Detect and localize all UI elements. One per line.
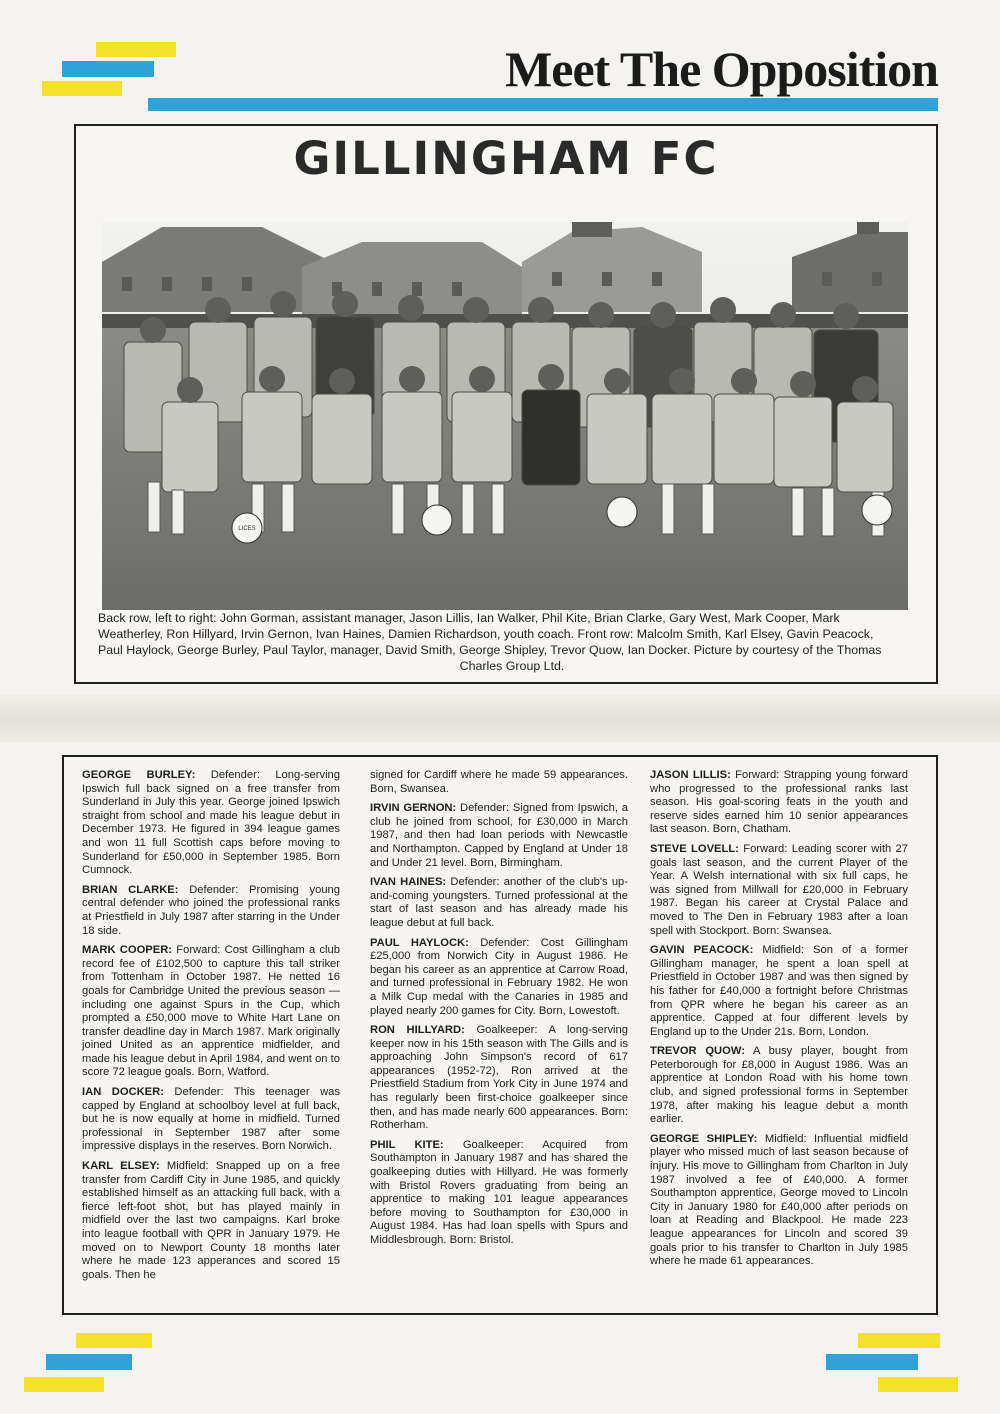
- player-bio-text: Midfield: Snapped up on a free transfer from Cardiff City in June 1985, and quickly established himself as an attacking full back, with a fierce left-foot shot, but has played mainly in midfield over the last two campaigns. Karl broke into league football with QPR in January 1979. He moved on to Newport County 18 months later where he made 123 apperances and scored 15 goals. Then he: [82, 1160, 340, 1281]
- player-bio: [82, 884, 340, 938]
- title-underline-stripe: [148, 98, 938, 111]
- caption-line: Paul Haylock, George Burley, Paul Taylor, manager, David Smith, George Shipley, Trevor Quow, Ian Docker. Picture by courtesy of the Thomas: [98, 643, 882, 657]
- blue-stripe: [826, 1354, 918, 1370]
- yellow-stripe: [76, 1333, 152, 1348]
- team-photo-panel: [74, 124, 938, 684]
- photo-caption: [98, 610, 926, 674]
- player-bio-text: Goalkeeper: Acquired from Southampton in January 1987 and has shared the goalkeeping duties with Hillyard. He was formerly with Bristol Rovers graduating from being an apprentice to making 101 league appearances before moving to Southampton for £30,000 in August 1984. Has had loan spells with Spurs and Middlesbrough. Born: Bristol.: [370, 1138, 628, 1246]
- player-name: IVAN HAINES:: [370, 876, 447, 889]
- player-bio-text: Defender: Promising young central defender who joined the professional ranks at Priestfield in July 1987 after starring in the Under 18 side.: [82, 883, 340, 937]
- player-bio-text: Defender: Signed from Ipswich, a club he joined from school, for £30,000 in March 1987, and then had loan periods with Newcastle and Northampton. Capped by England at Under 18 and Under 21 level. Born, Birmingham.: [370, 802, 628, 869]
- bio-column-2: [370, 769, 628, 1254]
- player-name: STEVE LOVELL:: [650, 842, 739, 855]
- player-bio-text: Midfield: Influential midfield player who missed much of last season because of injury. His move to Gillingham from Charlton in July 1987 involved a fee of £40,000. A former Southampton apprentice, George moved to Lincoln City in January 1980 for £40,000 after periods on loan at Reading and Blackpool. He made 223 league appearances for Lincoln and scored 39 goals prior to his transfer to Charlton in July 1985 where he made 61 appearances.: [650, 1132, 908, 1268]
- player-name: IAN DOCKER:: [82, 1086, 164, 1099]
- player-name: BRIAN CLARKE:: [82, 883, 179, 896]
- player-bio: [370, 1139, 628, 1248]
- player-bio: [82, 769, 340, 878]
- player-bio: [370, 1024, 628, 1133]
- player-name: JASON LILLIS:: [650, 769, 731, 781]
- player-bio: [82, 944, 340, 1080]
- player-name: MARK COOPER:: [82, 944, 173, 957]
- player-bio-text: Goalkeeper: A long-serving keeper now in his 15th season with The Gills and is approaching John Simpson's record of 617 appearances (1952-72), Ron arrived at the Priestfield Stadium from York City in June 1974 and has regularly been first-choice goalkeeper since then, and has made nearly 600 appearances. Born: Rotherham.: [370, 1024, 628, 1132]
- player-name: PHIL KITE:: [370, 1138, 444, 1151]
- player-bio: [650, 843, 908, 938]
- player-bio-text: Forward: Strapping young forward who progressed to the professional ranks last season. His goal-scoring feats in the youth and reserve sides earned him 10 senior appearances last season. Born, Chatham.: [650, 769, 908, 836]
- player-name: RON HILLYARD:: [370, 1024, 465, 1037]
- yellow-stripe: [878, 1377, 958, 1392]
- player-name: PAUL HAYLOCK:: [370, 936, 469, 949]
- player-bio: [370, 769, 628, 796]
- player-name: IRVIN GERNON:: [370, 802, 457, 815]
- caption-line: Back row, left to right: John Gorman, assistant manager, Jason Lillis, Ian Walker, Phil Kite, Brian Clarke, Gary West, Mark Cooper, Mark: [98, 611, 840, 625]
- caption-line: Charles Group Ltd.: [459, 659, 565, 673]
- yellow-stripe: [42, 81, 122, 96]
- player-name: TREVOR QUOW:: [650, 1045, 745, 1058]
- player-bio: [650, 1133, 908, 1269]
- yellow-stripe: [96, 42, 176, 57]
- yellow-stripe: [24, 1377, 104, 1392]
- player-bio: [82, 1160, 340, 1282]
- player-bio-text: Midfield: Son of a former Gillingham manager, he spent a loan spell at Priestfield in October 1987 and was then signed by his father for £40,000 a fortnight before Christmas from QPR where he began his career as an apprentice. Capped at four different levels by England up to the Under 21s. Born, London.: [650, 944, 908, 1038]
- player-bio-text: signed for Cardiff where he made 59 appearances. Born, Swansea.: [370, 769, 628, 795]
- blue-stripe: [46, 1354, 132, 1370]
- player-bio: [370, 876, 628, 930]
- player-bio-text: Defender: Cost Gillingham £25,000 from Norwich City in August 1986. He began his career as an apprentice at Carrow Road, and turned professional in February 1982. He won a Milk Cup medal with the Canaries in 1985 and played nearly 200 games for City. Born, Lowestoft.: [370, 936, 628, 1017]
- caption-line: Weatherley, Ron Hillyard, Irvin Gernon, Ivan Haines, Damien Richardson, youth coach. Front row: Malcolm Smith, Karl Elsey, Gavin Peacock,: [98, 627, 874, 641]
- player-bio: [370, 802, 628, 870]
- team-photo: [102, 222, 908, 610]
- player-bio-text: Forward: Cost Gillingham a club record fee of £102,500 to capture this tall striker from Tottenham in October 1987. He netted 16 goals for Cambridge United the previous season — including one against Spurs in the Cup, which prompted a £50,000 move to White Hart Lane on transfer deadline day in March 1987. Mark originally joined United as an apprentice midfielder, and made his league debut in April 1984, and went on to score 72 league goals. Born, Watford.: [82, 944, 340, 1079]
- blue-stripe: [62, 61, 154, 77]
- player-bio: [370, 937, 628, 1019]
- ball-brand: LICES: [238, 526, 256, 532]
- bio-column-3: [650, 769, 908, 1275]
- player-bio-text: Forward: Leading scorer with 27 goals last season, and the current Player of the Year. A Welsh international with six full caps, he was signed from Millwall for £20,000 in February 1987. Began his career at Crystal Palace and moved to The Den in February 1983 after a loan spell with Stockport. Born: Swansea.: [650, 842, 908, 937]
- player-name: GAVIN PEACOCK:: [650, 944, 754, 957]
- page-fold: [0, 695, 1000, 743]
- page-title: Meet The Opposition: [505, 41, 938, 97]
- player-bio-text: Defender: Long-serving Ipswich full back signed on a free transfer from Sunderland in July this year. George joined Ipswich straight from school and made his league debut in December 1973. He figured in 394 league games and won 11 full Scottish caps before moving to Sunderland for £50,000 in September 1985. Born Cumnock.: [82, 769, 341, 877]
- player-bio: [650, 944, 908, 1039]
- club-name: GILLINGHAM FC: [293, 132, 719, 185]
- player-bio: [650, 1045, 908, 1127]
- player-bio-text: Defender: another of the club's up-and-coming youngsters. Turned professional at the start of last season and has already made his league debut at full back.: [370, 876, 628, 929]
- player-bio: [82, 1086, 340, 1154]
- player-name: GEORGE SHIPLEY:: [650, 1132, 758, 1145]
- yellow-stripe: [858, 1333, 940, 1348]
- player-bio-text: A busy player, bought from Peterborough for £8,000 in August 1986. Was an apprentice at London Road with his home town club, and signed professional forms in September 1978, after making his league debut a month earlier.: [650, 1045, 908, 1126]
- bio-column-1: [82, 769, 340, 1288]
- player-bio-text: Defender: This teenager was capped by England at schoolboy level at full back, but he is now equally at home in midfield. Turned professional in September 1987 after some impressive displays in the reserves. Born Norwich.: [82, 1086, 340, 1153]
- player-bios-panel: [62, 755, 938, 1315]
- player-name: GEORGE BURLEY:: [82, 769, 196, 781]
- player-name: KARL ELSEY:: [82, 1160, 160, 1173]
- player-bio: [650, 769, 908, 837]
